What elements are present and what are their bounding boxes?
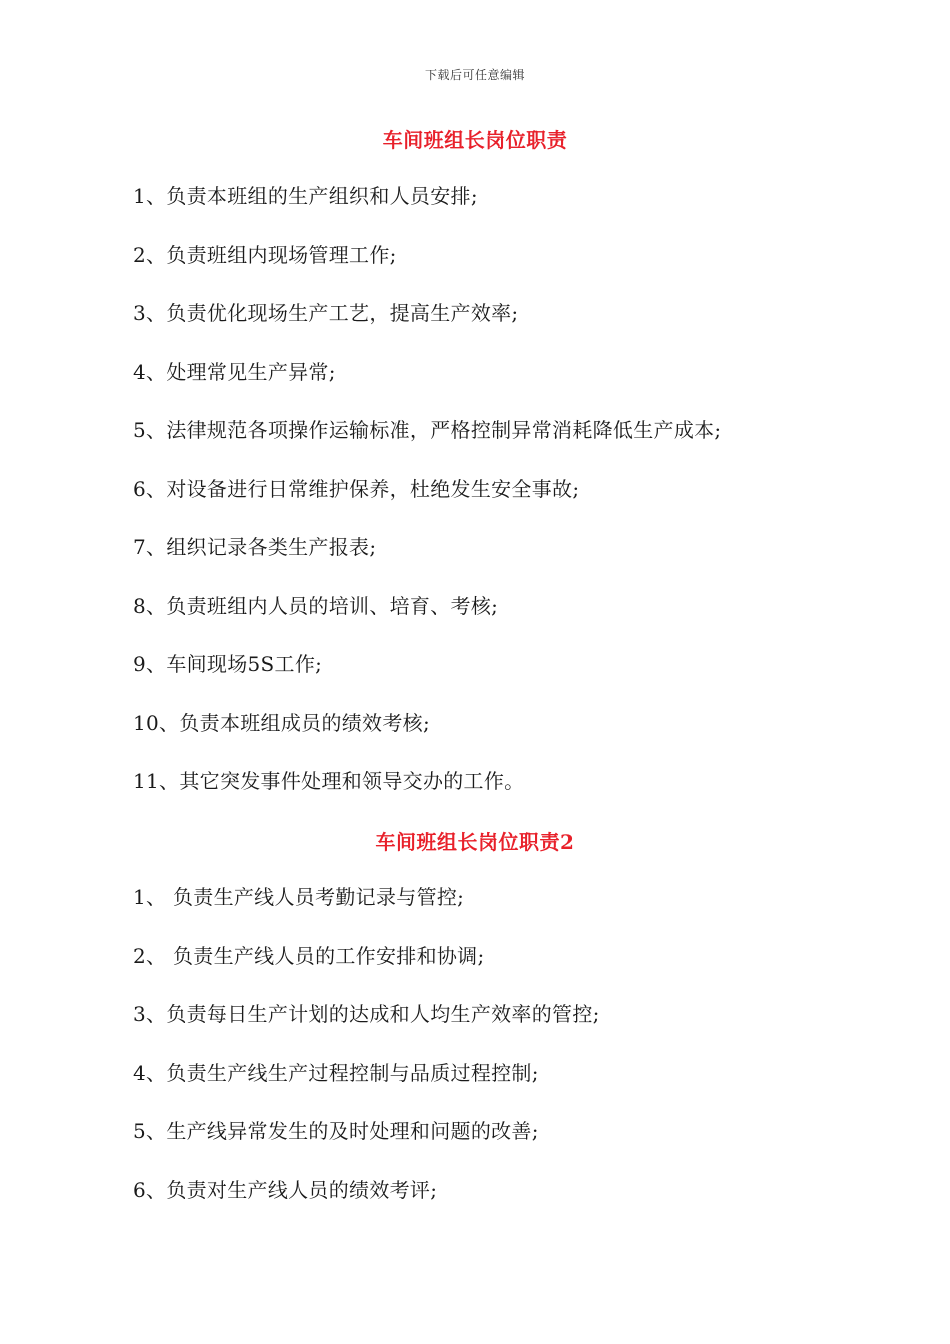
list-item: 5、法律规范各项操作运输标准，严格控制异常消耗降低生产成本; <box>133 418 722 442</box>
list-item: 11、其它突发事件处理和领导交办的工作。 <box>133 769 525 793</box>
list-item: 6、负责对生产线人员的绩效考评; <box>133 1177 438 1202</box>
list-item: 8、负责班组内人员的培训、培育、考核; <box>133 593 499 618</box>
list-item: 1、负责本班组的生产组织和人员安排; <box>133 184 478 208</box>
header-note: 下载后可任意编辑 <box>424 68 525 82</box>
duty-list-2 <box>133 885 600 1236</box>
list-item: 4、负责生产线生产过程控制与品质过程控制; <box>133 1060 539 1085</box>
list-item: 9、车间现场5S工作; <box>133 652 323 676</box>
list-item: 7、组织记录各类生产报表; <box>133 535 377 559</box>
list-item: 6、对设备进行日常维护保养，杜绝发生安全事故; <box>133 476 580 501</box>
list-item: 1、 负责生产线人员考勤记录与管控; <box>133 885 465 909</box>
list-item: 3、负责优化现场生产工艺，提高生产效率; <box>133 301 519 325</box>
section-title-1: 车间班组长岗位职责 <box>382 128 568 152</box>
duty-list-1 <box>133 184 721 828</box>
list-item: 4、处理常见生产异常; <box>133 359 336 384</box>
list-item: 2、 负责生产线人员的工作安排和协调; <box>133 943 485 968</box>
list-item: 2、负责班组内现场管理工作; <box>133 242 397 267</box>
list-item: 10、负责本班组成员的绩效考核; <box>133 710 430 735</box>
list-item: 3、负责每日生产计划的达成和人均生产效率的管控; <box>133 1002 600 1026</box>
list-item: 5、生产线异常发生的及时处理和问题的改善; <box>133 1119 539 1143</box>
section-title-2: 车间班组长岗位职责2 <box>375 830 575 854</box>
